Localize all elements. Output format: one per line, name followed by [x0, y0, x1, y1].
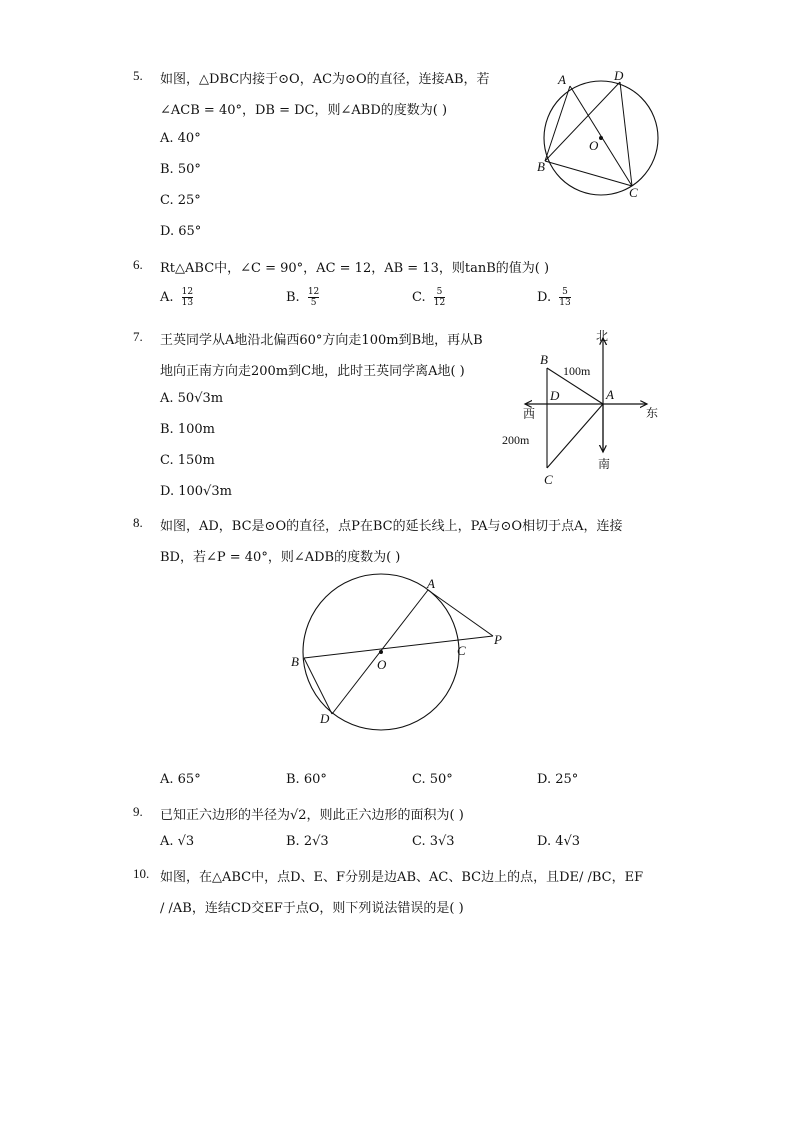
denominator: 13: [181, 298, 194, 308]
fraction: [182, 287, 193, 308]
label-south: 南: [598, 457, 611, 471]
q7-compass-figure: [495, 324, 670, 490]
question-number: 5.: [133, 68, 143, 83]
option-a[interactable]: A. 50√3m: [160, 391, 224, 406]
label-o: O: [589, 138, 599, 153]
option-a[interactable]: A. √3: [160, 834, 195, 849]
label-b: B: [291, 654, 299, 669]
option-letter: D.: [537, 290, 552, 305]
option-d[interactable]: D. 100√3m: [160, 484, 232, 499]
option-c[interactable]: [412, 287, 445, 308]
distance-bc: 200m: [502, 433, 530, 447]
option-b[interactable]: B. 60°: [286, 772, 327, 787]
option-a[interactable]: [160, 287, 193, 308]
label-p: P: [494, 632, 502, 647]
question-number: 6.: [133, 257, 143, 272]
option-b[interactable]: B. 50°: [160, 162, 201, 177]
option-letter: B.: [286, 290, 300, 305]
fraction: [559, 287, 570, 308]
label-o: O: [377, 657, 387, 672]
label-west: 西: [523, 407, 536, 421]
distance-ab: 100m: [563, 364, 591, 378]
numerator: 12: [181, 287, 194, 297]
option-d[interactable]: D. 4√3: [537, 834, 581, 849]
label-d: D: [550, 388, 560, 403]
label-d: D: [320, 711, 330, 726]
option-b[interactable]: B. 2√3: [286, 834, 329, 849]
label-a: A: [606, 387, 614, 402]
option-letter: A.: [160, 290, 174, 305]
denominator: 12: [433, 298, 446, 308]
option-b[interactable]: B. 100m: [160, 422, 215, 437]
option-d[interactable]: D. 65°: [160, 224, 202, 239]
option-a[interactable]: A. 65°: [160, 772, 201, 787]
question-number: 8.: [133, 515, 143, 530]
question-text: 王英同学从A地沿北偏西60°方向走100m到B地，再从B: [160, 333, 483, 348]
option-c[interactable]: C. 25°: [160, 193, 201, 208]
numerator: 5: [436, 287, 443, 297]
numerator: 5: [562, 287, 568, 297]
option-b[interactable]: [286, 287, 319, 308]
question-number: 9.: [133, 804, 143, 819]
label-b: B: [540, 352, 548, 367]
label-a: A: [427, 576, 435, 591]
fraction: [308, 287, 319, 308]
denominator: 13: [559, 298, 571, 308]
label-c: C: [544, 472, 553, 487]
fraction: [434, 287, 445, 308]
question-text: Rt△ABC中，∠C = 90°，AC = 12，AB = 13，则tanB的值为( ): [160, 261, 550, 276]
option-letter: C.: [412, 290, 426, 305]
question-text: 如图，在△ABC中，点D、E、F分别是边AB、AC、BC边上的点，且DE/ /BC，EF: [160, 870, 644, 885]
q5-circle-figure: [530, 66, 670, 200]
question-text: 如图，AD，BC是⊙O的直径，点P在BC的延长线上，PA与⊙O相切于点A，连接: [160, 519, 623, 534]
question-text: ∠ACB = 40°，DB = DC，则∠ABD的度数为( ): [160, 103, 448, 118]
label-north: 北: [596, 329, 609, 343]
question-text: 如图，△DBC内接于⊙O，AC为⊙O的直径，连接AB，若: [160, 72, 490, 87]
option-d[interactable]: D. 25°: [537, 772, 579, 787]
numerator: 12: [307, 287, 320, 297]
question-number: 7.: [133, 329, 143, 344]
label-a: A: [558, 72, 566, 87]
q8-circle-figure: [285, 572, 515, 730]
option-c[interactable]: C. 50°: [412, 772, 453, 787]
denominator: 5: [308, 297, 319, 308]
option-d[interactable]: [537, 287, 571, 308]
question-text: / /AB，连结CD交EF于点O，则下列说法错误的是( ): [160, 901, 464, 916]
option-c[interactable]: C. 3√3: [412, 834, 455, 849]
question-text: 地向正南方向走200m到C地，此时王英同学离A地( ): [160, 364, 465, 379]
label-east: 东: [646, 406, 659, 420]
label-b: B: [537, 159, 545, 174]
question-text: BD，若∠P = 40°，则∠ADB的度数为( ): [160, 550, 401, 565]
label-d: D: [614, 68, 624, 83]
question-number: 10.: [133, 866, 150, 881]
option-a[interactable]: A. 40°: [160, 131, 201, 146]
label-c: C: [629, 185, 638, 200]
label-c: C: [457, 643, 466, 658]
question-text: 已知正六边形的半径为√2，则此正六边形的面积为( ): [160, 808, 464, 823]
option-c[interactable]: C. 150m: [160, 453, 215, 468]
